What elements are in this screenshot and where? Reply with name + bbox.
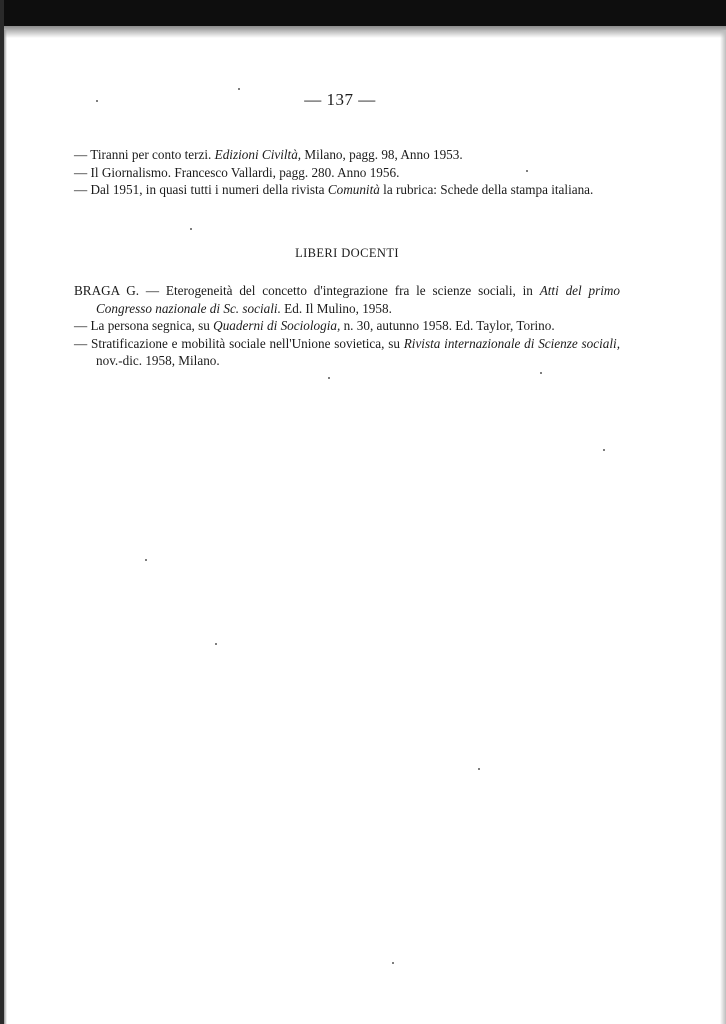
scan-speck xyxy=(145,559,147,561)
entry-title: Comunità xyxy=(327,182,380,198)
scan-left-shadow xyxy=(4,30,7,1024)
publication-entry-2 xyxy=(74,164,620,182)
scan-speck xyxy=(328,377,330,379)
scan-speck xyxy=(392,962,394,964)
entry-text: Milano, pagg. 98, Anno 1953. xyxy=(301,147,463,162)
entry-title: Rivista internazionale di Scienze sociali, xyxy=(403,335,620,351)
scan-speck xyxy=(238,88,240,90)
entry-text: — Tiranni per conto terzi. xyxy=(74,147,215,162)
publication-entry-3 xyxy=(74,181,620,199)
scan-speck xyxy=(603,449,605,451)
entry-text: BRAGA G. — Eterogeneità del concetto d'integrazione fra le scienze sociali, in xyxy=(74,283,540,298)
scan-speck xyxy=(540,372,542,374)
section-heading: LIBERI DOCENTI xyxy=(295,246,399,260)
entry-text: nov.-dic. 1958, Milano. xyxy=(96,353,220,369)
docenti-entry-1 xyxy=(74,282,620,317)
publications-list xyxy=(74,146,620,199)
docenti-list xyxy=(74,282,620,370)
docenti-entry-2 xyxy=(74,317,620,335)
scan-speck xyxy=(190,228,192,230)
entry-text: — La persona segnica, su xyxy=(74,318,214,334)
scan-top-shadow xyxy=(0,26,726,38)
scan-right-shadow xyxy=(720,30,726,1024)
scan-speck xyxy=(526,170,528,172)
entry-text: n. 30, autunno 1958. Ed. Taylor, Torino. xyxy=(340,318,555,334)
page-number: — 137 — xyxy=(304,90,376,109)
scan-speck xyxy=(478,768,480,770)
entry-title: Quaderni di Sociologia, xyxy=(213,318,341,334)
entry-text: la rubrica: Schede della stampa italiana. xyxy=(379,182,594,198)
scan-speck xyxy=(215,643,217,645)
scan-speck xyxy=(96,100,98,102)
scan-top-border xyxy=(0,0,726,26)
entry-title: Edizioni Civiltà, xyxy=(214,147,302,162)
publication-entry-1 xyxy=(74,146,620,164)
docenti-entry-3 xyxy=(74,335,620,370)
entry-text: — Stratificazione e mobilità sociale nell'Unione sovietica, su xyxy=(74,335,404,351)
entry-title: Atti del primo Congresso nazionale di Sc. sociali. xyxy=(96,283,620,316)
entry-text: — Dal 1951, in quasi tutti i numeri della rivista xyxy=(74,182,328,198)
entry-text: — Il Giornalismo. Francesco Vallardi, pagg. 280. Anno 1956. xyxy=(74,164,400,180)
entry-text: Ed. Il Mulino, 1958. xyxy=(280,300,392,316)
